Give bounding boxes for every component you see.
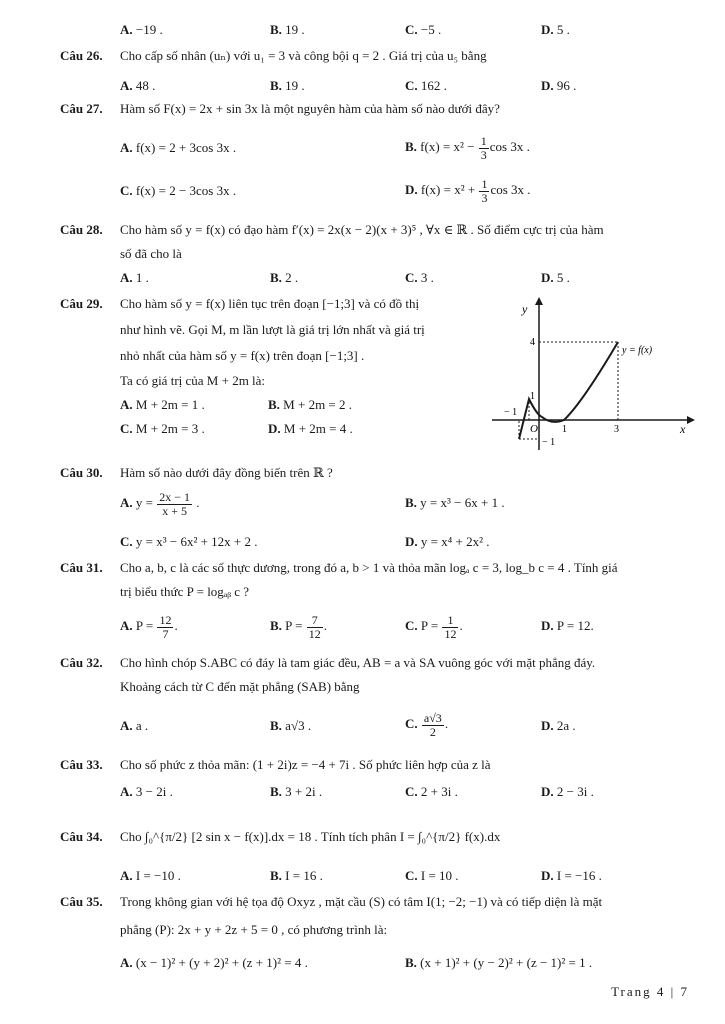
y-axis-arrow-icon	[535, 297, 543, 305]
q25-option-c: C. −5 .	[405, 22, 442, 37]
tick-label-y1: 1	[530, 391, 535, 402]
q30-option-b: B. y = x³ − 6x + 1 .	[405, 495, 505, 510]
q32-text: Cho hình chóp S.ABC có đáy là tam giác đều, AB = a và SA vuông góc với mặt phẳng đáy.	[120, 655, 596, 670]
q34-option-c: C. I = 10 .	[405, 868, 459, 883]
q34-option-a: A. I = −10 .	[120, 868, 181, 883]
q28-option-c: C. 3 .	[405, 270, 434, 285]
curve-label: y = f(x)	[622, 345, 653, 356]
q35-option-b: B. (x + 1)² + (y − 2)² + (z − 1)² = 1 .	[405, 955, 593, 970]
q35-text: Trong không gian với hệ tọa độ Oxyz , mặt cầu (S) có tâm I(1; −2; −1) và có tiếp diện là mặt	[120, 894, 603, 909]
q27-option-d: D. f(x) = x² + $\frac{1}{3}$ cos 3x .	[405, 176, 531, 205]
q32-label: Câu 32.	[60, 655, 103, 670]
tick-label-x1: 1	[562, 424, 567, 435]
q35-label: Câu 35.	[60, 894, 103, 909]
q34-option-d: D. I = −16 .	[541, 868, 602, 883]
q28-label: Câu 28.	[60, 222, 103, 237]
q33-text: Cho số phức z thỏa mãn: (1 + 2i)z = −4 + 7i . Số phức liên hợp của z là	[120, 757, 491, 772]
q29-label: Câu 29.	[60, 296, 103, 311]
q32-option-b: B. a√3 .	[270, 718, 312, 733]
q27-option-b: B. f(x) = x² − $\frac{1}{3}$ cos 3x .	[405, 133, 530, 162]
origin-label: O	[530, 423, 538, 435]
q26-option-d: D. 96 .	[541, 78, 577, 93]
q32-text-cont: Khoảng cách từ C đến mặt phẳng (SAB) bằng	[120, 679, 360, 694]
q29-line-2: như hình vẽ. Gọi M, m lần lượt là giá trị lớn nhất và giá trị	[120, 322, 425, 337]
q31-label: Câu 31.	[60, 560, 103, 575]
q26-option-c: C. 162 .	[405, 78, 447, 93]
q25-option-a: A. −19 .	[120, 22, 163, 37]
q31-option-d: D. P = 12.	[541, 618, 594, 633]
q32-option-a: A. a .	[120, 718, 149, 733]
q27-label: Câu 27.	[60, 101, 103, 116]
q26-option-a: A. 48 .	[120, 78, 156, 93]
q29-option-b: B. M + 2m = 2 .	[268, 397, 353, 412]
q29-line-1: Cho hàm số y = f(x) liên tục trên đoạn [−1;3] và có đồ thị	[120, 296, 420, 311]
q27-option-a: A. f(x) = 2 + 3cos 3x .	[120, 140, 237, 155]
q33-option-d: D. 2 − 3i .	[541, 784, 594, 799]
q30-label: Câu 30.	[60, 465, 103, 480]
q32-option-d: D. 2a .	[541, 718, 576, 733]
q26-label: Câu 26.	[60, 48, 103, 63]
q31-text-cont: trị biểu thức P = logₐᵦ c ?	[120, 584, 250, 599]
x-axis-label: x	[680, 422, 686, 436]
q29-option-c: C. M + 2m = 3 .	[120, 421, 205, 436]
q27-option-c: C. f(x) = 2 − 3cos 3x .	[120, 183, 237, 198]
q28-text: Cho hàm số y = f(x) có đạo hàm f′(x) = 2x(x − 2)(x + 3)⁵ , ∀x ∈ ℝ . Số điểm cực trị của hàm	[120, 222, 604, 237]
page-number: Trang 4 | 7	[611, 984, 689, 999]
x-axis-arrow-icon	[687, 416, 695, 424]
q34-label: Câu 34.	[60, 829, 103, 844]
q28-option-b: B. 2 .	[270, 270, 299, 285]
q25-option-b: B. 19 .	[270, 22, 305, 37]
q28-option-a: A. 1 .	[120, 270, 149, 285]
q29-line-4: Ta có giá trị của M + 2m là:	[120, 373, 266, 388]
q33-option-a: A. 3 − 2i .	[120, 784, 173, 799]
q33-option-c: C. 2 + 3i .	[405, 784, 458, 799]
q35-option-a: A. (x − 1)² + (y + 2)² + (z + 1)² = 4 .	[120, 955, 308, 970]
q29-option-d: D. M + 2m = 4 .	[268, 421, 353, 436]
q31-option-b: B. P = $\frac{7}{12}$ .	[270, 612, 328, 641]
q29-option-a: A. M + 2m = 1 .	[120, 397, 205, 412]
q27-text: Hàm số F(x) = 2x + sin 3x là một nguyên hàm của hàm số nào dưới đây?	[120, 101, 500, 116]
y-axis-label: y	[522, 302, 528, 316]
q26-option-b: B. 19 .	[270, 78, 305, 93]
q34-option-b: B. I = 16 .	[270, 868, 323, 883]
q32-option-c: C. $\frac{a√3}{2}$ .	[405, 710, 449, 739]
tick-label-ym1: − 1	[542, 437, 556, 448]
q29-line-3: nhỏ nhất của hàm số y = f(x) trên đoạn [−1;3] .	[120, 348, 365, 363]
tick-label-y4: 4	[530, 337, 535, 348]
q30-option-d: D. y = x⁴ + 2x² .	[405, 534, 490, 549]
q33-option-b: B. 3 + 2i .	[270, 784, 323, 799]
q29-graph	[482, 295, 697, 455]
q31-option-a: A. P = $\frac{12}{7}$ .	[120, 612, 178, 641]
tick-label-x3: 3	[614, 424, 619, 435]
q25-option-d: D. 5 .	[541, 22, 570, 37]
q34-text: Cho ∫₀^{π/2} [2 sin x − f(x)].dx = 18 . Tính tích phân I = ∫₀^{π/2} f(x).dx	[120, 829, 501, 844]
q30-text: Hàm số nào dưới đây đồng biến trên ℝ ?	[120, 465, 333, 480]
q35-text-cont: phẳng (P): 2x + y + 2z + 5 = 0 , có phương trình là:	[120, 922, 388, 937]
q28-option-d: D. 5 .	[541, 270, 570, 285]
q31-text: Cho a, b, c là các số thực dương, trong đó a, b > 1 và thỏa mãn logₐ c = 3, log_b c = 4 . Tính giá	[120, 560, 618, 575]
q28-text-cont: số đã cho là	[120, 246, 182, 261]
q30-option-c: C. y = x³ − 6x² + 12x + 2 .	[120, 534, 258, 549]
tick-label-xm1: − 1	[504, 407, 518, 418]
q33-label: Câu 33.	[60, 757, 103, 772]
q31-option-c: C. P = $\frac{1}{12}$ .	[405, 612, 463, 641]
q26-text: Cho cấp số nhân (uₙ) với u₁ = 3 và công bội q = 2 . Giá trị của u₅ bằng	[120, 48, 487, 63]
q30-option-a: A. y = $\frac{2x - 1}{x + 5}$ .	[120, 489, 200, 518]
